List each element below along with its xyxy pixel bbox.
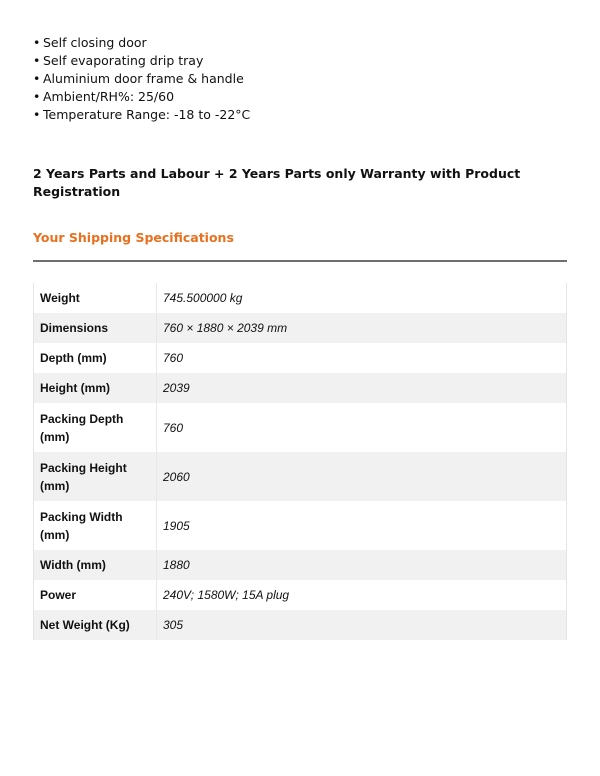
spec-value: 745.500000 kg xyxy=(163,291,243,305)
spec-label: Weight xyxy=(34,283,157,313)
warranty-text: 2 Years Parts and Labour + 2 Years Parts only Warranty with Product Registration xyxy=(33,166,521,199)
feature-item: • Temperature Range: -18 to -22°C xyxy=(33,107,251,122)
bullet-icon: • xyxy=(33,89,41,104)
spec-value: 1880 xyxy=(163,558,190,572)
product-details xyxy=(33,34,567,640)
spec-label: Packing Width (mm) xyxy=(34,501,157,550)
bullet-icon: • xyxy=(33,107,41,122)
spec-value: 760 xyxy=(163,420,184,435)
table-row xyxy=(34,550,567,580)
spec-value: 240V; 1580W; 15A plug xyxy=(163,588,290,602)
feature-list xyxy=(33,34,567,124)
spec-label: Packing Height (mm) xyxy=(34,452,157,501)
table-row xyxy=(34,373,567,403)
spec-label: Packing Depth (mm) xyxy=(34,403,157,452)
bullet-icon: • xyxy=(33,35,41,50)
bullet-icon: • xyxy=(33,71,41,86)
bullet-icon: • xyxy=(33,53,41,68)
spec-value: 2060 xyxy=(163,469,190,484)
table-row xyxy=(34,580,567,610)
spec-value: 760 xyxy=(163,351,184,365)
spec-value: 2039 xyxy=(163,381,190,395)
spec-value: 305 xyxy=(163,618,184,632)
spec-label: Net Weight (Kg) xyxy=(34,610,157,640)
spec-value: 760 × 1880 × 2039 mm xyxy=(163,321,288,335)
spec-label: Depth (mm) xyxy=(34,343,157,373)
shipping-specs-table xyxy=(33,283,567,640)
table-row xyxy=(34,501,567,550)
table-row xyxy=(34,452,567,501)
feature-item: • Self closing door xyxy=(33,35,147,50)
spec-label: Width (mm) xyxy=(34,550,157,580)
table-row xyxy=(34,283,567,313)
feature-item: • Ambient/RH%: 25/60 xyxy=(33,89,175,104)
table-row xyxy=(34,610,567,640)
table-row xyxy=(34,313,567,343)
spec-label: Power xyxy=(34,580,157,610)
table-row xyxy=(34,403,567,452)
feature-item: • Aluminium door frame & handle xyxy=(33,71,244,86)
spec-value: 1905 xyxy=(163,518,190,533)
table-row xyxy=(34,343,567,373)
spec-label: Dimensions xyxy=(34,313,157,343)
shipping-heading: Your Shipping Specifications xyxy=(33,230,234,245)
feature-item: • Self evaporating drip tray xyxy=(33,53,204,68)
divider xyxy=(33,260,567,262)
spec-label: Height (mm) xyxy=(34,373,157,403)
